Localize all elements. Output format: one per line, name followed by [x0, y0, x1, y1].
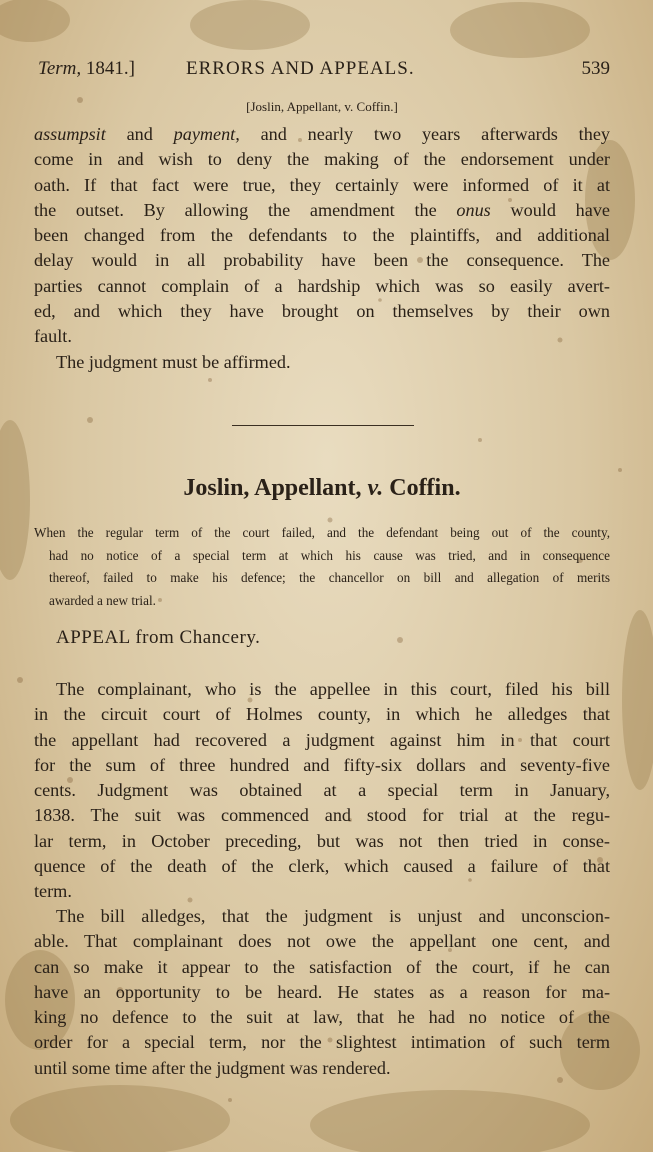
text-line: for the sum of three hundred and fifty-six dollars and seventy-five: [34, 754, 610, 775]
text-line: delay would in all probability have been the consequence. The: [34, 250, 610, 271]
text-line: king no defence to the suit at law, that he had no notice of the: [34, 1007, 610, 1028]
section-divider: [232, 425, 414, 426]
header-term-year: 1841.]: [85, 58, 135, 79]
headnote: [34, 522, 610, 612]
appeal-line: APPEAL from Chancery.: [56, 627, 261, 648]
header-court: ERRORS AND APPEALS.: [186, 58, 415, 79]
text-line: fault.: [34, 326, 72, 347]
text-line: oath. If that fact were true, they certainly were informed of it at: [34, 174, 610, 195]
text-line: the outset. By allowing the amendment the onus would have: [34, 199, 610, 220]
case-caption: [Joslin, Appellant, v. Coffin.]: [246, 99, 398, 114]
text-line: can so make it appear to the satisfaction of the court, if he can: [34, 956, 610, 977]
text-line: lar term, in October preceding, but was not then tried in conse-: [34, 830, 610, 851]
header-term: [38, 58, 135, 80]
text-line: been changed from the defendants to the plaintiffs, and additional: [34, 225, 610, 246]
text-line: the appellant had recovered a judgment against him in that court: [34, 729, 610, 750]
headnote-line: thereof, failed to make his defence; the chancellor on bill and allegation of merits: [49, 570, 610, 585]
headnote-line: had no notice of a special term at which his cause was tried, and in consequence: [49, 547, 610, 563]
text-line: come in and wish to deny the making of the endorsement under: [34, 149, 610, 170]
case-title: Joslin, Appellant, v. Coffin.: [183, 475, 461, 501]
headnote-line: awarded a new trial.: [49, 592, 156, 608]
text-line: able. That complainant does not owe the appellant one cent, and: [34, 931, 610, 952]
text-line: The complainant, who is the appellee in this court, filed his bill: [56, 679, 610, 699]
text-line: The bill alledges, that the judgment is unjust and unconscion-: [56, 906, 610, 926]
running-header: [34, 58, 610, 82]
text-line: ed, and which they have brought on themselves by their own: [34, 301, 610, 322]
text-line: 1838. The suit was commenced and stood for trial at the regu-: [34, 805, 610, 826]
headnote-line: When the regular term of the court failed, and the defendant being out of the county,: [34, 525, 610, 540]
page-number: 539: [581, 58, 610, 79]
text-line: parties cannot complain of a hardship which was so easily avert-: [34, 275, 610, 296]
paragraph-2: [34, 904, 610, 1081]
text-line: in the circuit court of Holmes county, in which he alledges that: [34, 704, 610, 725]
text-line: assumpsit and payment, and nearly two years afterwards they: [34, 124, 610, 144]
text-line: cents. Judgment was obtained at a special term in January,: [34, 780, 610, 801]
header-term-word: Term,: [38, 58, 82, 79]
text-line: until some time after the judgment was rendered.: [34, 1057, 391, 1078]
judgment-line: The judgment must be affirmed.: [56, 351, 291, 372]
text-line: term.: [34, 881, 72, 902]
text-line: quence of the death of the clerk, which caused a failure of that: [34, 856, 610, 877]
text-line: order for a special term, nor the slightest intimation of such term: [34, 1032, 610, 1053]
paragraph-1: [34, 677, 610, 905]
prev-case-text: [34, 122, 610, 375]
text-line: have an opportunity to be heard. He states as a reason for ma-: [34, 981, 610, 1002]
